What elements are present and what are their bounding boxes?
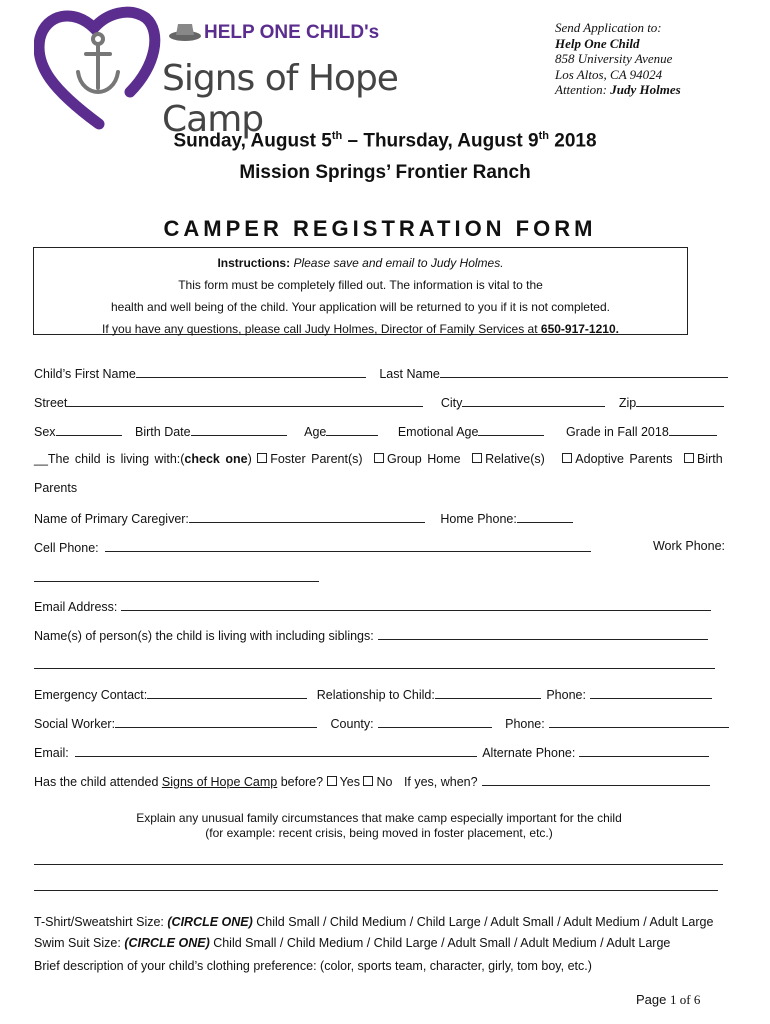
instructions-line3: health and well being of the child. Your application will be returned to you if it is not completed. xyxy=(111,300,610,314)
send-to-line1: Send Application to: xyxy=(555,20,662,35)
row-names xyxy=(34,365,734,381)
relative-checkbox[interactable] xyxy=(472,453,482,463)
cell-phone-field[interactable] xyxy=(105,539,591,552)
grade-label: Grade in Fall 2018 xyxy=(565,425,669,439)
sex-label: Sex xyxy=(34,425,56,439)
instructions-line2: This form must be completely filled out. The information is vital to the xyxy=(178,278,543,292)
instructions-line1: Instructions: Please save and email to Judy Holmes. xyxy=(217,256,504,270)
siblings-field-continued[interactable] xyxy=(34,668,715,669)
send-to-block xyxy=(555,20,681,98)
tshirt-size-row: T-Shirt/Sweatshirt Size: (CIRCLE ONE) Child Small / Child Medium / Child Large / Adult Small / Adult Medium / Adult Large xyxy=(34,915,714,929)
row-siblings: Name(s) of person(s) the child is living with including siblings: xyxy=(34,627,734,643)
row-attended: Has the child attended Signs of Hope Camp before? Yes No If yes, when? xyxy=(34,773,734,789)
last-name-label: Last Name xyxy=(379,367,440,381)
emotional-age-field[interactable] xyxy=(478,423,544,436)
group-home-checkbox[interactable] xyxy=(374,453,384,463)
logo xyxy=(34,6,414,140)
home-phone-field[interactable] xyxy=(517,510,573,523)
street-field[interactable] xyxy=(67,394,423,407)
page-number: Page 1 of 6 xyxy=(636,992,701,1007)
instructions-box xyxy=(33,247,688,335)
street-label: Street xyxy=(34,396,68,410)
tshirt-options[interactable]: Child Small / Child Medium / Child Large / Adult Small / Adult Medium / Adult Large xyxy=(252,915,714,929)
birth-date-label: Birth Date xyxy=(135,425,191,439)
zip-field[interactable] xyxy=(636,394,724,407)
event-location: Mission Springs’ Frontier Ranch xyxy=(239,162,531,183)
attention-name: Judy Holmes xyxy=(610,82,681,97)
email-field[interactable] xyxy=(75,744,477,757)
social-worker-field[interactable] xyxy=(115,715,317,728)
birth-date-field[interactable] xyxy=(191,423,287,436)
row-address xyxy=(34,394,734,410)
age-label: Age xyxy=(304,425,327,439)
adoptive-checkbox[interactable] xyxy=(562,453,572,463)
row-cell: Cell Phone: Work Phone: xyxy=(34,539,725,555)
swim-size-row: Swim Suit Size: (CIRCLE ONE) Child Small / Child Medium / Child Large / Adult Small / Adult Medium / Adult Large xyxy=(34,936,671,950)
heart-anchor-icon xyxy=(34,6,164,131)
email-address-field[interactable] xyxy=(121,598,711,611)
city-label: City xyxy=(440,396,463,410)
first-name-label: Child’s First Name xyxy=(34,367,136,381)
work-phone-label: Work Phone: xyxy=(652,539,725,553)
last-name-field[interactable] xyxy=(440,365,728,378)
row-emergency: Emergency Contact: Relationship to Child: Phone: xyxy=(34,686,734,702)
emergency-phone-field[interactable] xyxy=(590,686,712,699)
siblings-field[interactable] xyxy=(378,627,708,640)
sex-field[interactable] xyxy=(56,423,122,436)
contact-phone: 650-917-1210. xyxy=(540,322,619,336)
emotional-age-label: Emotional Age xyxy=(397,425,479,439)
row-social-worker: Social Worker: County: Phone: xyxy=(34,715,734,731)
primary-caregiver-field[interactable] xyxy=(189,510,425,523)
city-field[interactable] xyxy=(462,394,605,407)
row-caregiver: Name of Primary Caregiver: Home Phone: xyxy=(34,510,734,526)
explain-field-2[interactable] xyxy=(34,890,718,891)
explain-block xyxy=(0,811,758,841)
logo-subtitle: Signs of Hope Camp xyxy=(162,58,398,140)
clothing-preference: Brief description of your child’s clothing preference: (color, sports team, character, girly, tom boy, etc.) xyxy=(34,959,592,973)
explain-line1: Explain any unusual family circumstances that make camp especially important for the child xyxy=(136,811,622,825)
birth-parents-checkbox[interactable] xyxy=(684,453,694,463)
attended-yes-checkbox[interactable] xyxy=(327,776,337,786)
first-name-field[interactable] xyxy=(136,365,366,378)
attended-when-field[interactable] xyxy=(482,773,710,786)
send-to-address: 858 University Avenue xyxy=(555,51,673,66)
check-one-label: check one xyxy=(184,452,248,466)
event-dates: Sunday, August 5th – Thursday, August 9th 2018 xyxy=(173,130,597,152)
send-to-attention xyxy=(555,82,681,98)
send-to-city: Los Altos, CA 94024 xyxy=(555,66,663,82)
swim-options[interactable]: Child Small / Child Medium / Child Large / Adult Small / Adult Medium / Adult Large xyxy=(209,936,671,950)
form-title: CAMPER REGISTRATION FORM xyxy=(163,216,597,241)
parents-continuation: Parents xyxy=(34,481,78,495)
emergency-contact-field[interactable] xyxy=(147,686,307,699)
zip-label: Zip xyxy=(618,396,637,410)
logo-title: HELP ONE CHILD's xyxy=(204,22,380,43)
hat-icon xyxy=(168,20,202,44)
foster-checkbox[interactable] xyxy=(257,453,267,463)
row-personal xyxy=(34,423,744,439)
relationship-field[interactable] xyxy=(435,686,541,699)
social-worker-phone-field[interactable] xyxy=(549,715,729,728)
row-living: __The child is living with:(check one) Foster Parent(s) Group Home Relative(s) Adoptive Parents Birth xyxy=(34,452,723,466)
attention-label: Attention: xyxy=(555,82,611,97)
age-field[interactable] xyxy=(326,423,378,436)
attended-no-checkbox[interactable] xyxy=(363,776,373,786)
instructions-line4: If you have any questions, please call Judy Holmes, Director of Family Services at 650-917-1210. xyxy=(102,322,619,336)
grade-field[interactable] xyxy=(669,423,717,436)
camp-name: Signs of Hope Camp xyxy=(161,775,278,789)
row-email-address: Email Address: xyxy=(34,598,734,614)
work-phone-field[interactable] xyxy=(34,581,319,582)
send-to-org: Help One Child xyxy=(555,35,640,51)
explain-field-1[interactable] xyxy=(34,864,723,865)
county-field[interactable] xyxy=(378,715,492,728)
alternate-phone-field[interactable] xyxy=(579,744,709,757)
explain-line2: (for example: recent crisis, being moved in foster placement, etc.) xyxy=(205,826,553,840)
row-email: Email: Alternate Phone: xyxy=(34,744,734,760)
